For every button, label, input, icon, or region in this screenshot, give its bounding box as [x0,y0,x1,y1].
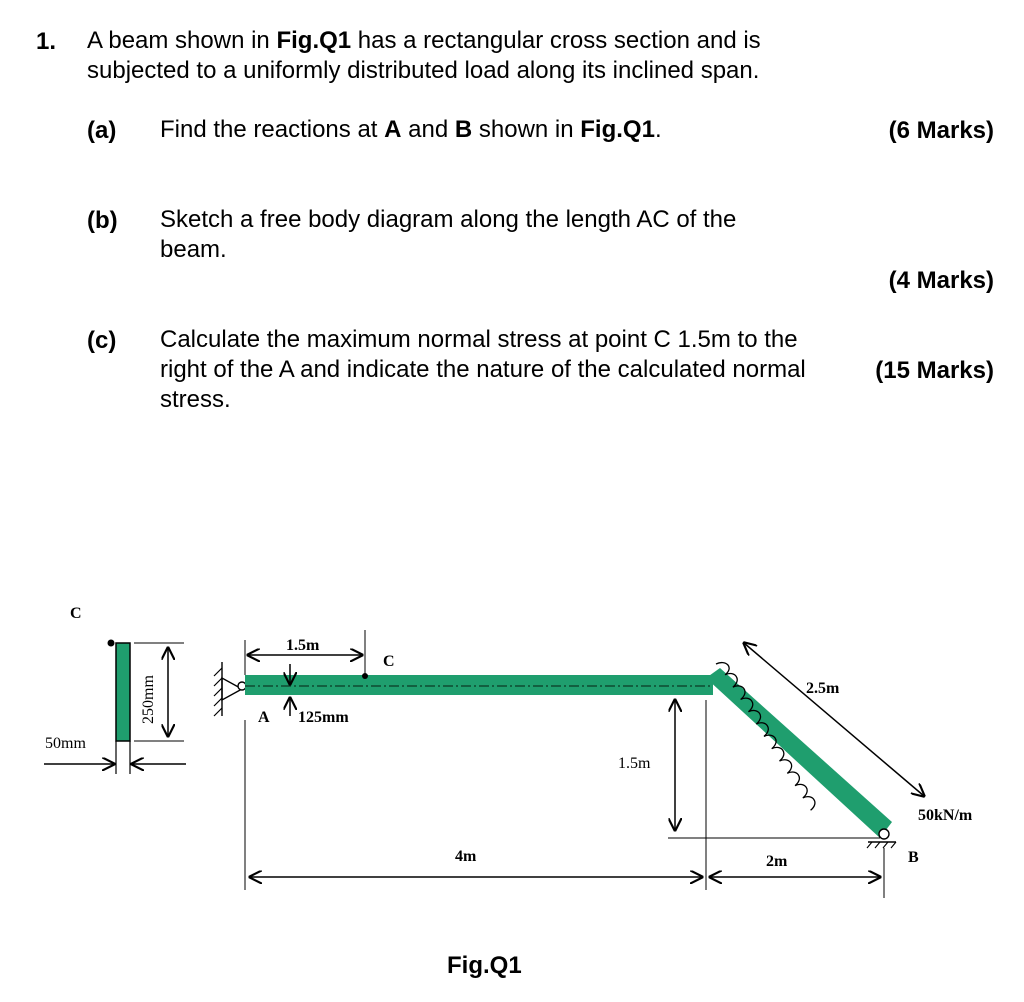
part-a-point-a: A [384,116,402,143]
depth-a-label: 125mm [298,709,349,726]
point-b-label: B [908,849,919,866]
part-b-text: Sketch a free body diagram along the length AC of the beam. [160,206,737,263]
part-a-text-2: and [401,116,455,143]
part-c-label: (c) [87,327,117,354]
point-a-label: A [258,709,270,726]
load-label: 50kN/m [918,807,973,824]
part-a-text-3: shown in [472,116,581,143]
height-dim-label: 1.5m [618,755,651,772]
part-b-marks: (4 Marks) [888,267,994,294]
part-a-text-1: Find the reactions at [160,116,385,143]
section-width-label: 50mm [45,735,86,752]
section-depth-label: 250mm [140,675,157,724]
question-intro-1: A beam shown in [87,27,277,54]
point-c-dot [362,673,368,679]
inclined-beam [706,668,892,838]
horizontal-beam [245,675,713,695]
support-b-hatch [867,842,896,848]
support-a-hinge [238,682,246,690]
part-a-text-4: . [654,116,662,143]
section-point-c [108,640,115,647]
part-c-text: Calculate the maximum normal stress at point C 1.5m to the right of the A and indicate the nature of the calculated normal stress. [160,326,806,413]
support-a-hatch [214,668,222,716]
question-number: 1. [36,28,57,55]
part-c-marks: (15 Marks) [875,357,994,384]
section-label: C [70,605,82,622]
part-a-point-b: B [454,116,473,143]
question-fig-ref: Fig.Q1 [276,27,352,54]
point-c-label: C [383,653,395,670]
part-b-label: (b) [87,207,118,234]
cross-section-rect [116,643,130,741]
part-a-marks: (6 Marks) [888,117,994,144]
question-intro-2: has a rectangular cross section and is subjected to a uniformly distributed load along its inclined span. [87,27,761,84]
figure-caption: Fig.Q1 [447,952,522,979]
part-a-fig-ref: Fig.Q1 [580,116,655,143]
horiz-4m-label: 4m [455,848,477,865]
ac-dim-label: 1.5m [286,637,320,654]
incline-dim-label: 2.5m [806,680,840,697]
part-a-label: (a) [87,117,117,144]
support-b-roller [879,829,889,839]
horiz-2m-label: 2m [766,853,788,870]
